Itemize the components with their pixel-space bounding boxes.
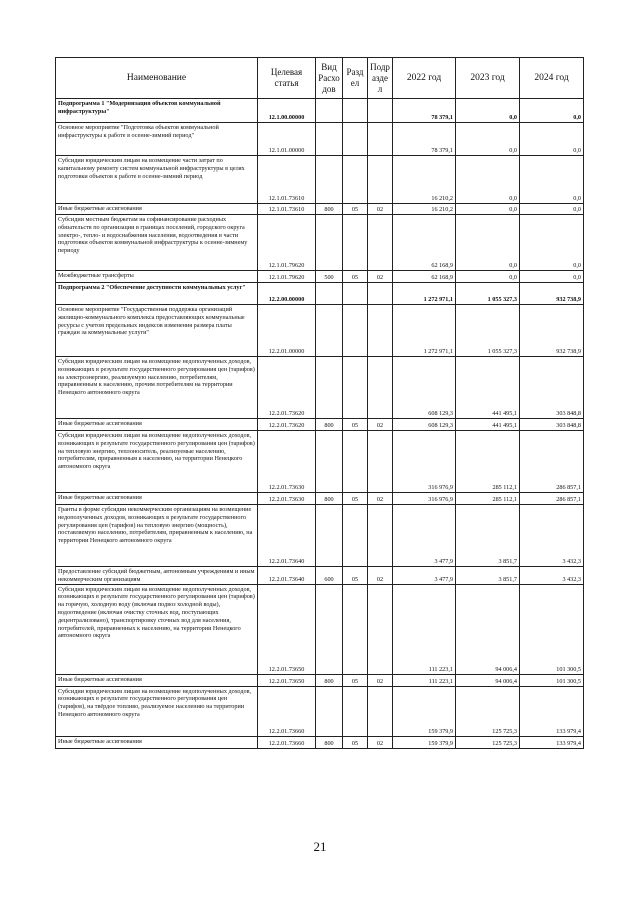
cell-y2022: 3 477,9	[393, 505, 456, 567]
cell-name: Подпрограмма 1 "Модернизация объектов коммунальной инфраструктуры"	[56, 99, 258, 123]
cell-section	[343, 123, 368, 156]
cell-y2023: 441 495,1	[456, 419, 520, 431]
cell-y2022: 316 976,9	[393, 493, 456, 505]
cell-section: 05	[343, 271, 368, 283]
cell-y2024: 286 857,1	[520, 493, 584, 505]
table-row	[56, 99, 584, 123]
cell-subsection: 02	[368, 567, 393, 585]
cell-y2024: 3 432,3	[520, 567, 584, 585]
table-row	[56, 204, 584, 215]
cell-subsection: 02	[368, 271, 393, 283]
cell-kind: 800	[316, 493, 343, 505]
cell-y2023: 3 851,7	[456, 505, 520, 567]
cell-kind: 600	[316, 567, 343, 585]
cell-subsection	[368, 215, 393, 271]
cell-y2023: 125 725,3	[456, 686, 520, 736]
cell-y2022: 1 272 971,1	[393, 305, 456, 357]
table-row	[56, 419, 584, 431]
cell-y2023: 0,0	[456, 123, 520, 156]
cell-y2024: 932 738,9	[520, 305, 584, 357]
cell-y2022: 62 168,9	[393, 215, 456, 271]
cell-code: 12.2.01.73640	[258, 567, 316, 585]
header-section: Разд ел	[343, 58, 368, 99]
table-row	[56, 283, 584, 305]
cell-kind	[316, 156, 343, 204]
cell-code: 12.2.00.00000	[258, 283, 316, 305]
cell-code: 12.1.00.00000	[258, 99, 316, 123]
cell-kind	[316, 505, 343, 567]
cell-name: Иные бюджетные ассигнования	[56, 419, 258, 431]
cell-y2024: 932 738,9	[520, 283, 584, 305]
cell-y2024: 3 432,3	[520, 505, 584, 567]
cell-y2023: 0,0	[456, 215, 520, 271]
header-2024: 2024 год	[520, 58, 584, 99]
cell-name: Гранты в форме субсидии некоммерческим организациям на возмещение недополученных доходов, возникающих в результате государственного регулирования цен (тарифов) на тепловую энергию (мощность), поставляемую населению, потребителям, приравненным к населению, на территории Ненецкого автономного округа	[56, 505, 258, 567]
cell-section	[343, 305, 368, 357]
cell-y2023: 125 725,3	[456, 736, 520, 748]
cell-y2024: 303 848,8	[520, 419, 584, 431]
cell-y2022: 78 379,1	[393, 123, 456, 156]
cell-y2024: 101 300,5	[520, 584, 584, 674]
cell-y2024: 133 979,4	[520, 736, 584, 748]
cell-kind	[316, 584, 343, 674]
cell-code: 12.2.01.73620	[258, 357, 316, 419]
cell-subsection	[368, 123, 393, 156]
table-row	[56, 584, 584, 674]
cell-kind	[316, 686, 343, 736]
cell-name: Субсидии юридическим лицам на возмещение недополученных доходов, возникающих в результате государственного регулирования цен (тарифов) на горячую, холодную воду (включая подвоз холодной воды), водоотведение (включая очистку сточных вод, поступающих децентрализовано), транспортировку сточных вод для населения, потребителей, приравненных к населению, на территории Ненецкого автономного округа	[56, 584, 258, 674]
cell-name: Иные бюджетные ассигнования	[56, 493, 258, 505]
cell-name: Основное мероприятие "Подготовка объектов коммунальной инфраструктуры к работе в осенне-зимний период"	[56, 123, 258, 156]
cell-y2024: 101 300,5	[520, 674, 584, 686]
cell-subsection	[368, 357, 393, 419]
cell-section: 05	[343, 204, 368, 215]
cell-y2024: 0,0	[520, 271, 584, 283]
cell-section: 05	[343, 493, 368, 505]
page-number: 21	[313, 839, 327, 854]
cell-y2022: 608 129,3	[393, 419, 456, 431]
cell-y2024: 0,0	[520, 99, 584, 123]
cell-code: 12.1.01.73610	[258, 204, 316, 215]
cell-y2023: 0,0	[456, 99, 520, 123]
cell-name: Иные бюджетные ассигнования	[56, 204, 258, 215]
cell-y2022: 16 210,2	[393, 156, 456, 204]
cell-section	[343, 215, 368, 271]
cell-kind: 800	[316, 419, 343, 431]
cell-y2023: 285 112,1	[456, 431, 520, 493]
cell-y2023: 0,0	[456, 204, 520, 215]
table-row	[56, 686, 584, 736]
cell-subsection: 02	[368, 204, 393, 215]
cell-subsection	[368, 156, 393, 204]
cell-code: 12.2.01.73660	[258, 686, 316, 736]
cell-kind	[316, 283, 343, 305]
header-subsection: Подр азде л	[368, 58, 393, 99]
cell-subsection: 02	[368, 419, 393, 431]
table-row	[56, 305, 584, 357]
cell-y2023: 1 055 327,3	[456, 305, 520, 357]
cell-code: 12.2.01.73620	[258, 419, 316, 431]
cell-code: 12.1.01.73610	[258, 156, 316, 204]
table-row	[56, 271, 584, 283]
cell-subsection	[368, 431, 393, 493]
cell-section	[343, 357, 368, 419]
cell-y2022: 608 129,3	[393, 357, 456, 419]
cell-y2023: 285 112,1	[456, 493, 520, 505]
cell-kind: 800	[316, 674, 343, 686]
cell-y2023: 94 006,4	[456, 674, 520, 686]
cell-code: 12.2.01.73660	[258, 736, 316, 748]
cell-name: Подпрограмма 2 "Обеспечение доступности коммунальных услуг"	[56, 283, 258, 305]
cell-y2022: 3 477,9	[393, 567, 456, 585]
cell-subsection	[368, 686, 393, 736]
cell-name: Основное мероприятие "Государственная поддержка организаций жилищно-коммунального комплекса предоставляющих коммунальные ресурсы с учетом предельных индексов изменения размера платы граждан за коммунальные услуги"	[56, 305, 258, 357]
cell-y2024: 133 979,4	[520, 686, 584, 736]
table-row	[56, 156, 584, 204]
cell-code: 12.2.01.00000	[258, 305, 316, 357]
cell-y2022: 62 168,9	[393, 271, 456, 283]
cell-section: 05	[343, 674, 368, 686]
header-kind: Вид Расхо дов	[316, 58, 343, 99]
cell-section: 05	[343, 567, 368, 585]
header-name: Наименование	[56, 58, 258, 99]
cell-subsection	[368, 505, 393, 567]
cell-kind: 800	[316, 204, 343, 215]
cell-name: Субсидии юридическим лицам на возмещение недополученных доходов, возникающих в результате государственного регулирования цен (тарифов) на тепловую энергию, теплоноситель, реализуемые населению, потребителям, приравненным к населению, на территории Ненецкого автономного округа	[56, 431, 258, 493]
cell-y2023: 441 495,1	[456, 357, 520, 419]
cell-subsection	[368, 99, 393, 123]
cell-name: Иные бюджетные ассигнования	[56, 674, 258, 686]
cell-subsection: 02	[368, 674, 393, 686]
table-row	[56, 736, 584, 748]
cell-section	[343, 431, 368, 493]
header-2023: 2023 год	[456, 58, 520, 99]
cell-y2023: 3 851,7	[456, 567, 520, 585]
cell-code: 12.2.01.73650	[258, 674, 316, 686]
cell-section: 05	[343, 419, 368, 431]
cell-code: 12.2.01.73640	[258, 505, 316, 567]
cell-section	[343, 584, 368, 674]
header-2022: 2022 год	[393, 58, 456, 99]
cell-section	[343, 283, 368, 305]
cell-subsection	[368, 584, 393, 674]
cell-section: 05	[343, 736, 368, 748]
table-row	[56, 123, 584, 156]
cell-y2022: 159 379,9	[393, 736, 456, 748]
cell-y2023: 0,0	[456, 271, 520, 283]
cell-subsection: 02	[368, 736, 393, 748]
header-code: Целевая статья	[258, 58, 316, 99]
cell-y2022: 78 379,1	[393, 99, 456, 123]
cell-y2022: 316 976,9	[393, 431, 456, 493]
cell-y2022: 16 210,2	[393, 204, 456, 215]
cell-code: 12.1.01.79620	[258, 271, 316, 283]
table-row	[56, 674, 584, 686]
cell-section	[343, 156, 368, 204]
header-row	[56, 58, 584, 99]
cell-y2024: 0,0	[520, 156, 584, 204]
cell-code: 12.1.01.00000	[258, 123, 316, 156]
cell-name: Иные бюджетные ассигнования	[56, 736, 258, 748]
cell-name: Субсидии юридическим лицам на возмещение части затрат по капитальному ремонту систем коммунальной инфраструктуры в целях подготовки объектов к работе в осенне-зимний период	[56, 156, 258, 204]
cell-subsection: 02	[368, 493, 393, 505]
cell-y2022: 111 223,1	[393, 584, 456, 674]
cell-y2023: 94 006,4	[456, 584, 520, 674]
cell-y2024: 0,0	[520, 123, 584, 156]
cell-y2022: 1 272 971,1	[393, 283, 456, 305]
cell-name: Межбюджетные трансферты	[56, 271, 258, 283]
cell-code: 12.2.01.73650	[258, 584, 316, 674]
cell-y2024: 0,0	[520, 215, 584, 271]
table-row	[56, 431, 584, 493]
cell-kind	[316, 99, 343, 123]
budget-table	[55, 57, 584, 749]
cell-y2024: 286 857,1	[520, 431, 584, 493]
cell-y2023: 1 055 327,3	[456, 283, 520, 305]
cell-kind	[316, 123, 343, 156]
cell-section	[343, 505, 368, 567]
cell-kind	[316, 431, 343, 493]
cell-name: Субсидии юридическим лицам на возмещение недополученных доходов, возникающих в результате государственного регулирования цен (тарифов), на твёрдое топливо, реализуемое населению на территории Ненецкого автономного округа	[56, 686, 258, 736]
cell-name: Субсидии местным бюджетам на софинансирование расходных обязательств по организации в границах поселений, городского округа электро-, тепло- и водоснабжения населения, водоотведения в части подготовки объектов коммунальной инфраструктуры к осенне-зимнему периоду	[56, 215, 258, 271]
table-row	[56, 567, 584, 585]
cell-name: Субсидии юридическим лицам на возмещение недополученных доходов, возникающих в результате государственного регулирования цен (тарифов) на электроэнергию, реализуемую населению, потребителям, приравненным к населению, прочим потребителям на территории Ненецкого автономного округа	[56, 357, 258, 419]
cell-subsection	[368, 283, 393, 305]
cell-kind	[316, 215, 343, 271]
table-row	[56, 505, 584, 567]
cell-y2022: 111 223,1	[393, 674, 456, 686]
cell-code: 12.2.01.73630	[258, 431, 316, 493]
cell-kind: 500	[316, 271, 343, 283]
cell-kind	[316, 305, 343, 357]
cell-section	[343, 99, 368, 123]
cell-code: 12.1.01.79620	[258, 215, 316, 271]
table-row	[56, 493, 584, 505]
cell-y2024: 303 848,8	[520, 357, 584, 419]
cell-y2024: 0,0	[520, 204, 584, 215]
cell-section	[343, 686, 368, 736]
cell-y2023: 0,0	[456, 156, 520, 204]
cell-kind	[316, 357, 343, 419]
cell-name: Предоставление субсидий бюджетным, автономным учреждениям и иным некоммерческим организациям	[56, 567, 258, 585]
cell-kind: 800	[316, 736, 343, 748]
cell-y2022: 159 379,9	[393, 686, 456, 736]
table-row	[56, 215, 584, 271]
cell-code: 12.2.01.73630	[258, 493, 316, 505]
cell-subsection	[368, 305, 393, 357]
table-row	[56, 357, 584, 419]
